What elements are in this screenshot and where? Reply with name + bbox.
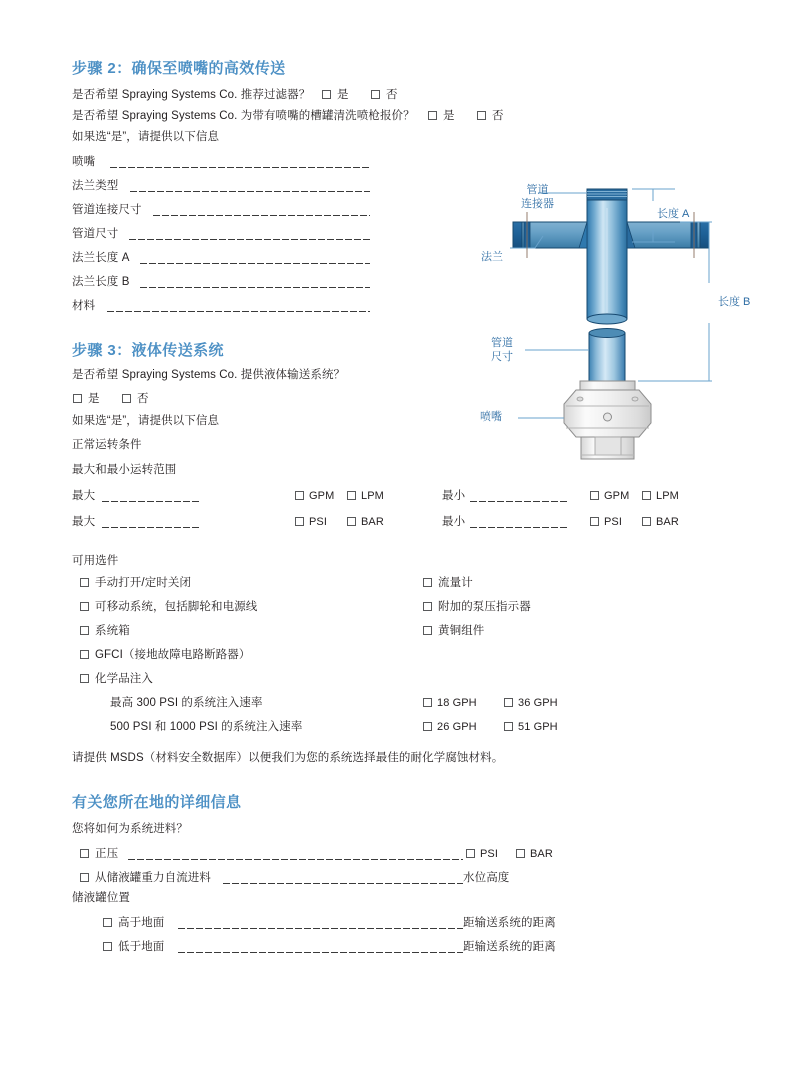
step3-range-title: 最大和最小运转范围 bbox=[72, 464, 177, 476]
step2-field-rule-material[interactable] bbox=[107, 311, 370, 312]
spray-nozzle-assembly-diagram bbox=[480, 178, 770, 473]
step3-option-left-checkbox-2[interactable] bbox=[80, 626, 89, 635]
step2-field-rule-nozzle[interactable] bbox=[110, 167, 370, 168]
step3-row2-min-bar-label: BAR bbox=[656, 516, 679, 528]
step3-row2-bar-label: BAR bbox=[361, 516, 384, 528]
step3-yes-checkbox[interactable] bbox=[73, 394, 82, 403]
location-feed-psi-label: PSI bbox=[480, 848, 499, 860]
step3-injection-row-0-opt1-label: 18 GPH bbox=[437, 697, 477, 709]
step3-option-right-checkbox-0[interactable] bbox=[423, 578, 432, 587]
vertical-pipe-group bbox=[579, 189, 635, 324]
step3-row1-min-label: 最小 bbox=[442, 490, 466, 502]
step3-row1-min-lpm-label: LPM bbox=[656, 490, 679, 502]
step2-field-rule-pipe-connection-size[interactable] bbox=[153, 215, 370, 216]
step3-option-left-label-1: 可移动系统，包括脚轮和电源线 bbox=[95, 601, 258, 613]
step3-injection-row-0-opt2-checkbox[interactable] bbox=[504, 698, 513, 707]
step3-row2-bar-checkbox[interactable] bbox=[347, 517, 356, 526]
step3-option-right-label-1: 附加的泵压指示器 bbox=[438, 601, 531, 613]
diagram-label-pipe-connector: 管道 连接器 bbox=[521, 184, 554, 210]
step3-if-yes-note: 如果选“是”，请提供以下信息 bbox=[72, 415, 220, 427]
step3-row1-min-lpm-checkbox[interactable] bbox=[642, 491, 651, 500]
location-tank-below-suffix: 距输送系统的距离 bbox=[463, 941, 556, 953]
step2-field-label-nozzle: 喷嘴 bbox=[72, 156, 96, 168]
step3-row1-lpm-label: LPM bbox=[361, 490, 384, 502]
location-gravity-label: 从储液罐重力自流进料 bbox=[95, 872, 211, 884]
step2-q1-no-checkbox[interactable] bbox=[371, 90, 380, 99]
step3-row2-max-label: 最大 bbox=[72, 516, 96, 528]
step2-q2-yes-checkbox[interactable] bbox=[428, 111, 437, 120]
step3-injection-row-0-opt1-checkbox[interactable] bbox=[423, 698, 432, 707]
nozzle-body-group bbox=[564, 381, 651, 459]
diagram-label-flange: 法兰 bbox=[481, 251, 503, 263]
location-tank-below-label: 低于地面 bbox=[118, 941, 165, 953]
step3-row1-min-gpm-label: GPM bbox=[604, 490, 630, 502]
step3-row2-min-psi-checkbox[interactable] bbox=[590, 517, 599, 526]
step2-q1-yes-checkbox[interactable] bbox=[322, 90, 331, 99]
step3-row2-min-bar-checkbox[interactable] bbox=[642, 517, 651, 526]
step2-field-rule-flange-type[interactable] bbox=[130, 191, 370, 192]
diagram-label-length-a: 长度 A bbox=[657, 208, 690, 220]
location-feed-pressure-rule[interactable] bbox=[128, 859, 463, 860]
step3-row1-gpm-label: GPM bbox=[309, 490, 335, 502]
step2-field-label-flange-length-b: 法兰长度 B bbox=[72, 276, 130, 288]
location-feed-psi-checkbox[interactable] bbox=[466, 849, 475, 858]
step2-field-label-flange-length-a: 法兰长度 A bbox=[72, 252, 130, 264]
step3-normal-conditions: 正常运转条件 bbox=[72, 439, 142, 451]
step2-question-1: 是否希望 Spraying Systems Co. 推荐过滤器？ bbox=[72, 89, 311, 101]
assembly-svg bbox=[480, 178, 770, 473]
step3-option-left-checkbox-3[interactable] bbox=[80, 650, 89, 659]
step3-row1-min-rule[interactable] bbox=[470, 501, 568, 502]
location-feed-bar-checkbox[interactable] bbox=[516, 849, 525, 858]
step2-field-label-pipe-connection-size: 管道连接尺寸 bbox=[72, 204, 142, 216]
step3-option-left-label-3: GFCI（接地故障电路断路器） bbox=[95, 649, 251, 661]
location-gravity-suffix: 水位高度 bbox=[463, 872, 510, 884]
step2-field-rule-flange-length-b[interactable] bbox=[140, 287, 370, 288]
location-tank-above-label: 高于地面 bbox=[118, 917, 165, 929]
step2-field-label-material: 材料 bbox=[72, 300, 96, 312]
step2-heading: 步骤 2：确保至喷嘴的高效传送 bbox=[72, 60, 286, 77]
step3-option-right-label-0: 流量计 bbox=[438, 577, 473, 589]
step3-option-left-checkbox-1[interactable] bbox=[80, 602, 89, 611]
step3-row2-min-psi-label: PSI bbox=[604, 516, 623, 528]
step3-row1-gpm-checkbox[interactable] bbox=[295, 491, 304, 500]
step3-row2-min-label: 最小 bbox=[442, 516, 466, 528]
step3-injection-row-0-opt2-label: 36 GPH bbox=[518, 697, 558, 709]
step2-question-2: 是否希望 Spraying Systems Co. 为带有喷嘴的槽罐清洗喷枪报价？ bbox=[72, 110, 415, 122]
step3-options-title: 可用选件 bbox=[72, 555, 119, 567]
step2-field-rule-flange-length-a[interactable] bbox=[140, 263, 370, 264]
step3-row2-min-rule[interactable] bbox=[470, 527, 568, 528]
step3-injection-row-1-opt2-checkbox[interactable] bbox=[504, 722, 513, 731]
step3-option-right-checkbox-1[interactable] bbox=[423, 602, 432, 611]
step2-if-yes-note: 如果选“是”，请提供以下信息 bbox=[72, 131, 220, 143]
step3-msds-note: 请提供 MSDS（材料安全数据库）以便我们为您的系统选择最佳的耐化学腐蚀材料。 bbox=[72, 752, 504, 764]
location-feed-pressure-checkbox[interactable] bbox=[80, 849, 89, 858]
step2-field-label-pipe-size: 管道尺寸 bbox=[72, 228, 119, 240]
step3-option-left-label-0: 手动打开/定时关闭 bbox=[95, 577, 192, 589]
location-gravity-checkbox[interactable] bbox=[80, 873, 89, 882]
step3-row2-psi-checkbox[interactable] bbox=[295, 517, 304, 526]
location-tank-above-rule[interactable] bbox=[178, 928, 463, 929]
step3-no-label: 否 bbox=[137, 393, 149, 405]
step3-injection-row-1-opt1-checkbox[interactable] bbox=[423, 722, 432, 731]
step3-option-right-label-2: 黄铜组件 bbox=[438, 625, 485, 637]
step3-heading: 步骤 3：液体传送系统 bbox=[72, 342, 224, 359]
step3-option-right-checkbox-2[interactable] bbox=[423, 626, 432, 635]
location-tank-above-checkbox[interactable] bbox=[103, 918, 112, 927]
diagram-label-length-b: 长度 B bbox=[718, 296, 751, 308]
step2-q1-yes-label: 是 bbox=[337, 89, 349, 101]
step2-q2-no-checkbox[interactable] bbox=[477, 111, 486, 120]
step3-yes-label: 是 bbox=[88, 393, 100, 405]
step2-q1-no-label: 否 bbox=[386, 89, 398, 101]
location-question: 您将如何为系统进料？ bbox=[72, 823, 188, 835]
step3-no-checkbox[interactable] bbox=[122, 394, 131, 403]
step3-row1-lpm-checkbox[interactable] bbox=[347, 491, 356, 500]
step2-q2-yes-label: 是 bbox=[443, 110, 455, 122]
step2-q2-no-label: 否 bbox=[492, 110, 504, 122]
step3-option-left-label-4: 化学品注入 bbox=[95, 673, 153, 685]
location-tank-position-title: 储液罐位置 bbox=[72, 892, 130, 904]
step3-question: 是否希望 Spraying Systems Co. 提供液体输送系统？ bbox=[72, 369, 346, 381]
location-feed-bar-label: BAR bbox=[530, 848, 553, 860]
step3-injection-row-1-opt1-label: 26 GPH bbox=[437, 721, 477, 733]
step3-row2-max-rule[interactable] bbox=[102, 527, 200, 528]
step3-row1-max-rule[interactable] bbox=[102, 501, 200, 502]
location-heading: 有关您所在地的详细信息 bbox=[72, 794, 242, 811]
location-tank-below-checkbox[interactable] bbox=[103, 942, 112, 951]
location-tank-above-suffix: 距输送系统的距离 bbox=[463, 917, 556, 929]
step3-option-left-checkbox-4[interactable] bbox=[80, 674, 89, 683]
location-gravity-rule[interactable] bbox=[223, 883, 463, 884]
step3-option-left-label-2: 系统箱 bbox=[95, 625, 130, 637]
step3-row1-min-gpm-checkbox[interactable] bbox=[590, 491, 599, 500]
diagram-label-pipe-size: 管道 尺寸 bbox=[491, 337, 513, 363]
location-tank-below-rule[interactable] bbox=[178, 952, 463, 953]
step2-field-rule-pipe-size[interactable] bbox=[129, 239, 370, 240]
pipe-size-stub-group bbox=[589, 329, 625, 382]
step3-injection-row-0-label: 最高 300 PSI 的系统注入速率 bbox=[110, 697, 263, 709]
step3-row2-psi-label: PSI bbox=[309, 516, 328, 528]
step3-row1-max-label: 最大 bbox=[72, 490, 96, 502]
step3-injection-row-1-label: 500 PSI 和 1000 PSI 的系统注入速率 bbox=[110, 721, 303, 733]
step3-injection-row-1-opt2-label: 51 GPH bbox=[518, 721, 558, 733]
location-feed-pressure-label: 正压 bbox=[95, 848, 119, 860]
diagram-label-nozzle: 喷嘴 bbox=[480, 411, 502, 423]
step3-option-left-checkbox-0[interactable] bbox=[80, 578, 89, 587]
step2-field-label-flange-type: 法兰类型 bbox=[72, 180, 119, 192]
